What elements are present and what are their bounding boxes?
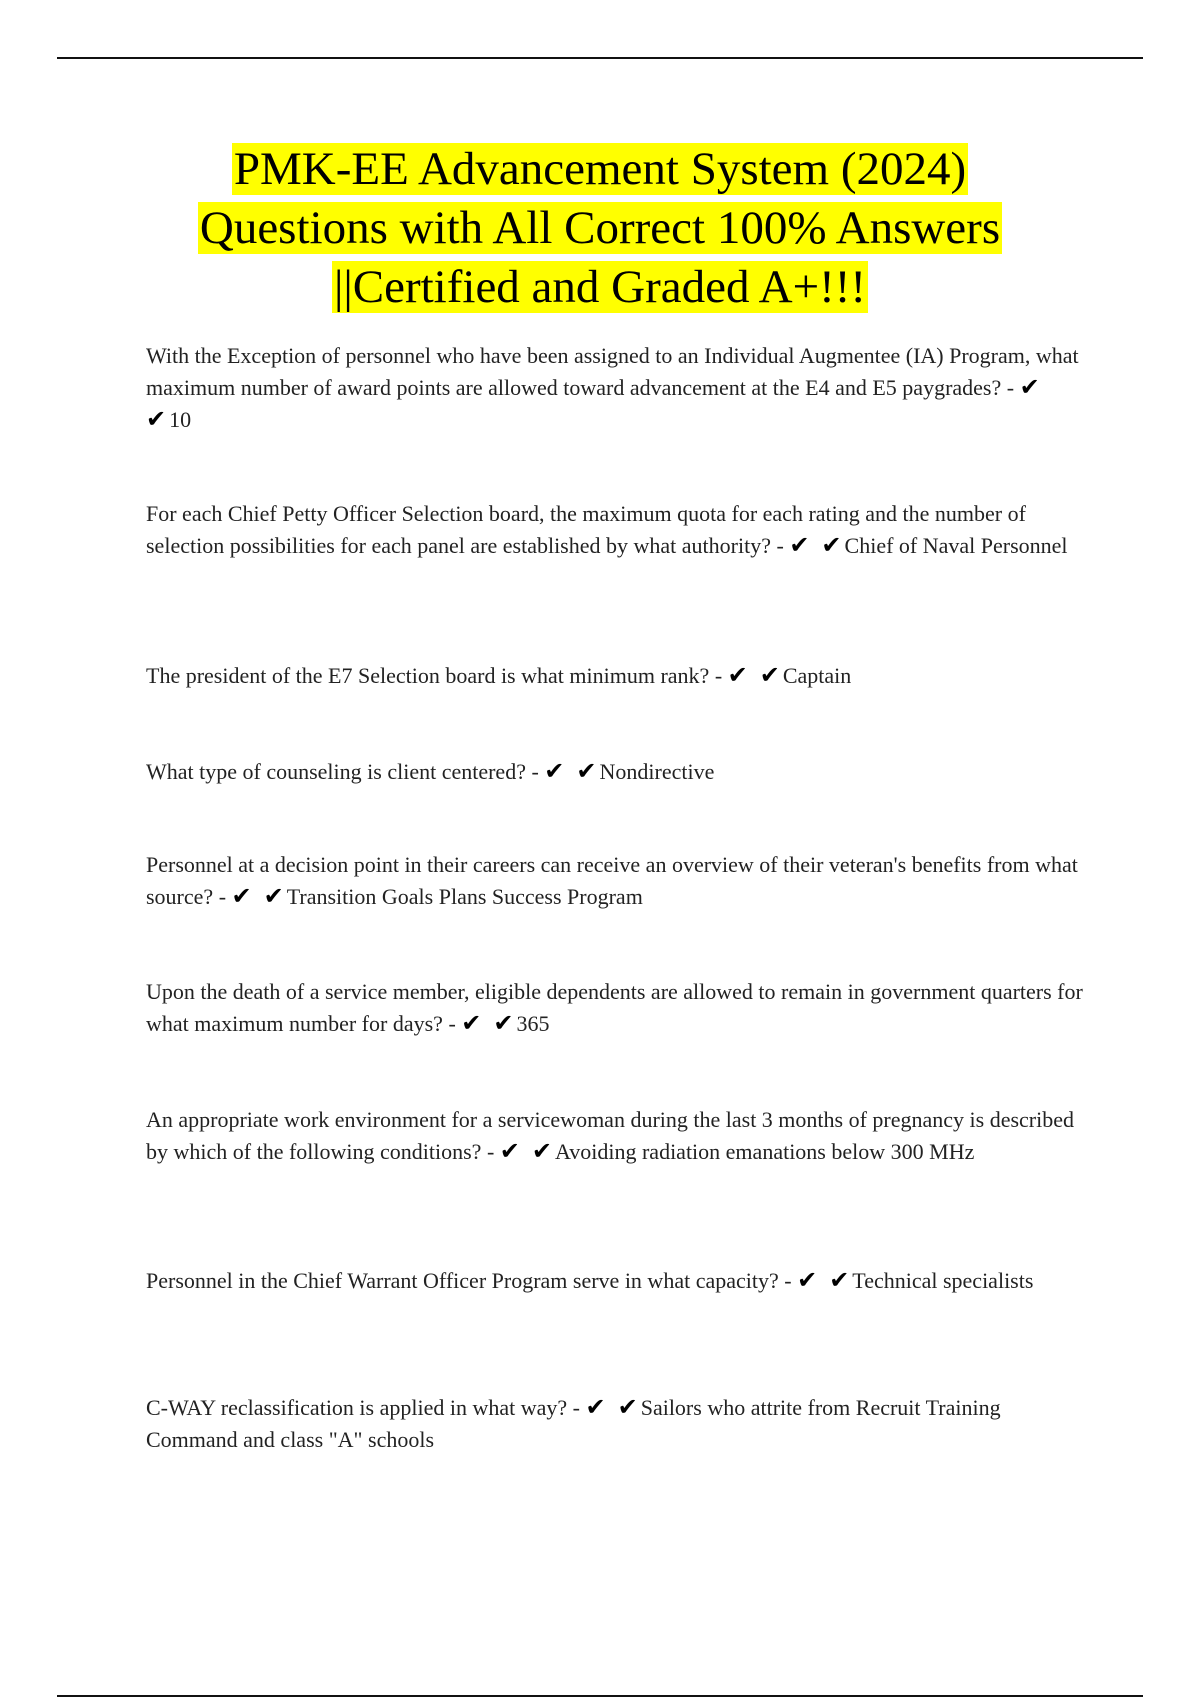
title-line-3: ||Certified and Graded A+!!! bbox=[333, 261, 867, 313]
double-check-icon: ✔ ✔ bbox=[585, 1395, 641, 1421]
question-text: Personnel at a decision point in their careers can receive an overview of their veteran's benefits from what source? bbox=[146, 852, 1078, 909]
qa-item bbox=[146, 1392, 1096, 1456]
question-text: An appropriate work environment for a servicewoman during the last 3 months of pregnancy is described by which of the following conditions? bbox=[146, 1107, 1075, 1164]
answer-text: Sailors who attrite from Recruit Training Command and class "A" schools bbox=[146, 1395, 1001, 1452]
qa-item bbox=[146, 660, 1096, 692]
answer-text: Transition Goals Plans Success Program bbox=[286, 884, 643, 909]
double-check-icon: ✔ ✔ bbox=[146, 375, 1043, 433]
double-check-icon: ✔ ✔ bbox=[544, 759, 600, 785]
question-text: The president of the E7 Selection board is what minimum rank? bbox=[146, 663, 710, 688]
separator: - bbox=[778, 1268, 798, 1293]
qa-item bbox=[146, 976, 1096, 1040]
answer-text: 10 bbox=[169, 407, 192, 432]
separator: - bbox=[213, 884, 232, 909]
answer-text: Nondirective bbox=[599, 759, 715, 784]
answer-text: Avoiding radiation emanations below 300 MHz bbox=[555, 1139, 975, 1164]
double-check-icon: ✔ ✔ bbox=[231, 884, 287, 910]
qa-item bbox=[146, 1265, 1096, 1297]
question-text: Upon the death of a service member, eligible dependents are allowed to remain in government quarters for what maximum number for days? bbox=[146, 979, 1083, 1036]
separator: - bbox=[525, 759, 545, 784]
double-check-icon: ✔ ✔ bbox=[797, 1268, 853, 1294]
answer-text: Technical specialists bbox=[852, 1268, 1034, 1293]
qa-item bbox=[146, 849, 1096, 913]
bottom-rule bbox=[57, 1695, 1143, 1697]
top-rule bbox=[57, 57, 1143, 59]
separator: - bbox=[481, 1139, 500, 1164]
title-line-2: Questions with All Correct 100% Answers bbox=[199, 202, 1001, 254]
double-check-icon: ✔ ✔ bbox=[499, 1139, 555, 1165]
double-check-icon: ✔ ✔ bbox=[727, 663, 783, 689]
question-text: C-WAY reclassification is applied in what way? bbox=[146, 1395, 568, 1420]
separator: - bbox=[709, 663, 728, 688]
double-check-icon: ✔ ✔ bbox=[789, 533, 845, 559]
answer-text: Chief of Naval Personnel bbox=[844, 533, 1068, 558]
title-line-1: PMK-EE Advancement System (2024) bbox=[233, 143, 967, 195]
answer-text: 365 bbox=[516, 1011, 550, 1036]
answer-text: Captain bbox=[782, 663, 852, 688]
qa-item bbox=[146, 340, 1096, 436]
qa-item bbox=[146, 1104, 1096, 1168]
question-text: With the Exception of personnel who have been assigned to an Individual Augmentee (IA) Program, what maximum number of award points are allowed toward advancement at the E4 and E5 paygrades? bbox=[146, 343, 1079, 400]
double-check-icon: ✔ ✔ bbox=[461, 1011, 517, 1037]
question-text: What type of counseling is client centered? bbox=[146, 759, 526, 784]
separator: - bbox=[442, 1011, 462, 1036]
separator: - bbox=[567, 1395, 586, 1420]
separator: - bbox=[770, 533, 790, 558]
question-text: For each Chief Petty Officer Selection board, the maximum quota for each rating and the number of selection possibilities for each panel are established by what authority? bbox=[146, 501, 1026, 558]
qa-item bbox=[146, 498, 1096, 562]
separator: - bbox=[1001, 375, 1020, 400]
qa-item bbox=[146, 756, 1096, 788]
question-text: Personnel in the Chief Warrant Officer Program serve in what capacity? bbox=[146, 1268, 779, 1293]
document-title bbox=[60, 140, 1140, 317]
